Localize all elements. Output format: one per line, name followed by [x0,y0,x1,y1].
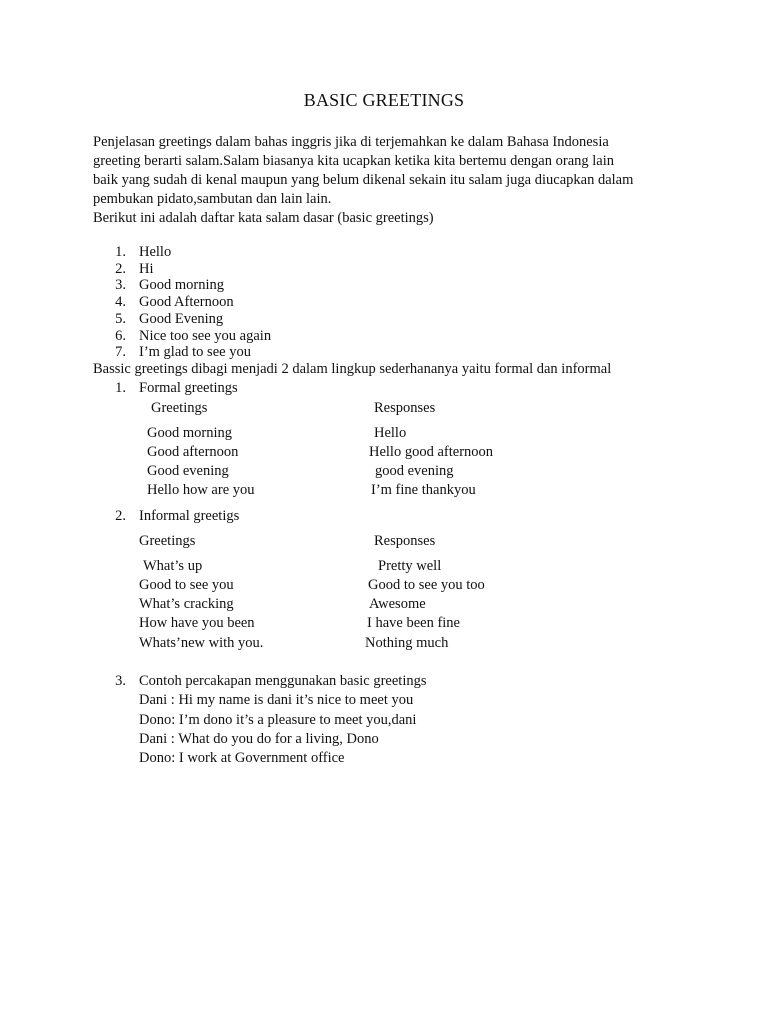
intro-line-4: pembukan pidato,sambutan dan lain lain. [93,191,332,207]
list-number: 3. [115,277,126,293]
formal-col-responses: Responses [374,400,436,416]
list-item: Hello [139,244,172,260]
list-item: Good Evening [139,311,224,327]
formal-greeting: Hello how are you [147,482,255,498]
list-item: I’m glad to see you [139,344,251,360]
informal-response: Pretty well [378,558,442,574]
informal-response: Good to see you too [368,577,485,593]
formal-heading: Formal greetings [139,380,238,396]
formal-greeting: Good evening [147,463,229,479]
informal-response: I have been fine [367,615,460,631]
intro-line-3: baik yang sudah di kenal maupun yang belum dikenal sekain itu salam juga diucapkan dalam [93,172,634,188]
informal-col-greetings: Greetings [139,533,196,549]
division-text: Bassic greetings dibagi menjadi 2 dalam lingkup sederhananya yaitu formal dan informal [93,361,612,377]
intro-line-1: Penjelasan greetings dalam bahas inggris jika di terjemahkan ke dalam Bahasa Indonesia [93,134,609,150]
formal-greeting: Good morning [147,425,232,441]
section-number: 1. [115,380,126,396]
dialogue-line: Dani : Hi my name is dani it’s nice to meet you [139,692,414,708]
informal-response: Awesome [369,596,426,612]
list-item: Good Afternoon [139,294,234,310]
section-number: 2. [115,508,126,524]
informal-greeting: How have you been [139,615,255,631]
dialogue-line: Dono: I work at Government office [139,750,345,766]
formal-response: good evening [375,463,454,479]
list-number: 1. [115,244,126,260]
dialogue-line: Dani : What do you do for a living, Dono [139,731,379,747]
list-item: Good morning [139,277,224,293]
informal-greeting: What’s cracking [139,596,234,612]
informal-col-responses: Responses [374,533,436,549]
document-title: BASIC GREETINGS [303,90,465,110]
informal-response: Nothing much [365,635,449,651]
list-number: 4. [115,294,126,310]
formal-response: Hello [374,425,407,441]
informal-heading: Informal greetigs [139,508,240,524]
list-number: 7. [115,344,126,360]
formal-response: I’m fine thankyou [371,482,476,498]
list-intro: Berikut ini adalah daftar kata salam dasar (basic greetings) [93,210,434,226]
list-number: 5. [115,311,126,327]
list-number: 6. [115,328,126,344]
list-number: 2. [115,261,126,277]
example-heading: Contoh percakapan menggunakan basic greetings [139,673,427,689]
section-number: 3. [115,673,126,689]
list-item: Hi [139,261,154,277]
intro-line-2: greeting berarti salam.Salam biasanya kita ucapkan ketika kita bertemu dengan orang lain [93,153,614,169]
list-item: Nice too see you again [139,328,272,344]
informal-greeting: Whats’new with you. [139,635,264,651]
dialogue-line: Dono: I’m dono it’s a pleasure to meet you,dani [139,712,417,728]
formal-greeting: Good afternoon [147,444,239,460]
informal-greeting: Good to see you [139,577,234,593]
informal-greeting: What’s up [143,558,203,574]
formal-response: Hello good afternoon [369,444,494,460]
formal-col-greetings: Greetings [151,400,208,416]
